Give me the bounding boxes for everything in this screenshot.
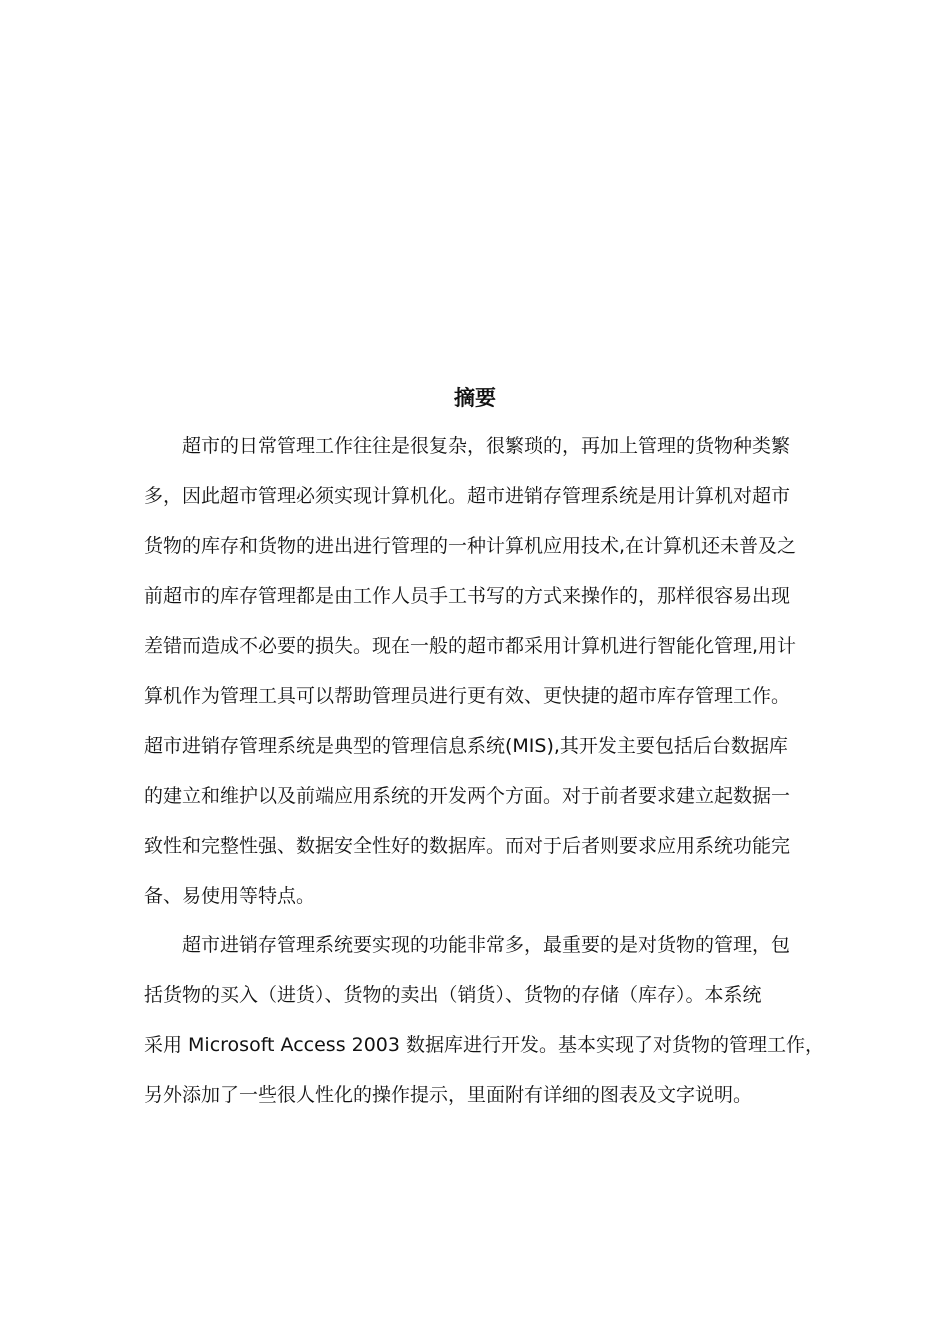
text-line: 超市进销存管理系统是典型的管理信息系统(MIS),其开发主要包括后台数据库 [144,735,788,757]
text-line: 括货物的买入（进货）、货物的卖出（销货）、货物的存储（库存）。本系统 [144,984,762,1006]
abstract-paragraph-1 [144,421,808,921]
text-line: 货物的库存和货物的进出进行管理的一种计算机应用技术,在计算机还未普及之 [144,535,797,557]
text-line: 超市进销存管理系统要实现的功能非常多，最重要的是对货物的管理，包 [182,934,791,956]
text-line: 超市的日常管理工作往往是很复杂，很繁琐的，再加上管理的货物种类繁 [182,435,791,457]
document-title: 摘要 [454,386,496,410]
text-line: 多，因此超市管理必须实现计算机化。超市进销存管理系统是用计算机对超市 [144,485,791,507]
abstract-paragraph-2 [144,920,825,1120]
text-line: 另外添加了一些很人性化的操作提示，里面附有详细的图表及文字说明。 [144,1084,753,1106]
text-line: 致性和完整性强、数据安全性好的数据库。而对于后者则要求应用系统功能完 [144,835,791,857]
text-line: 的建立和维护以及前端应用系统的开发两个方面。对于前者要求建立起数据一 [144,785,791,807]
text-line: 采用 Microsoft Access 2003 数据库进行开发。基本实现了对货物的管理工作， [144,1034,825,1056]
text-line: 差错而造成不必要的损失。现在一般的超市都采用计算机进行智能化管理,用计 [144,635,797,657]
text-line: 算机作为管理工具可以帮助管理员进行更有效、更快捷的超市库存管理工作。 [144,685,791,707]
text-line: 备、易使用等特点。 [144,885,316,907]
text-line: 前超市的库存管理都是由工作人员手工书写的方式来操作的，那样很容易出现 [144,585,791,607]
